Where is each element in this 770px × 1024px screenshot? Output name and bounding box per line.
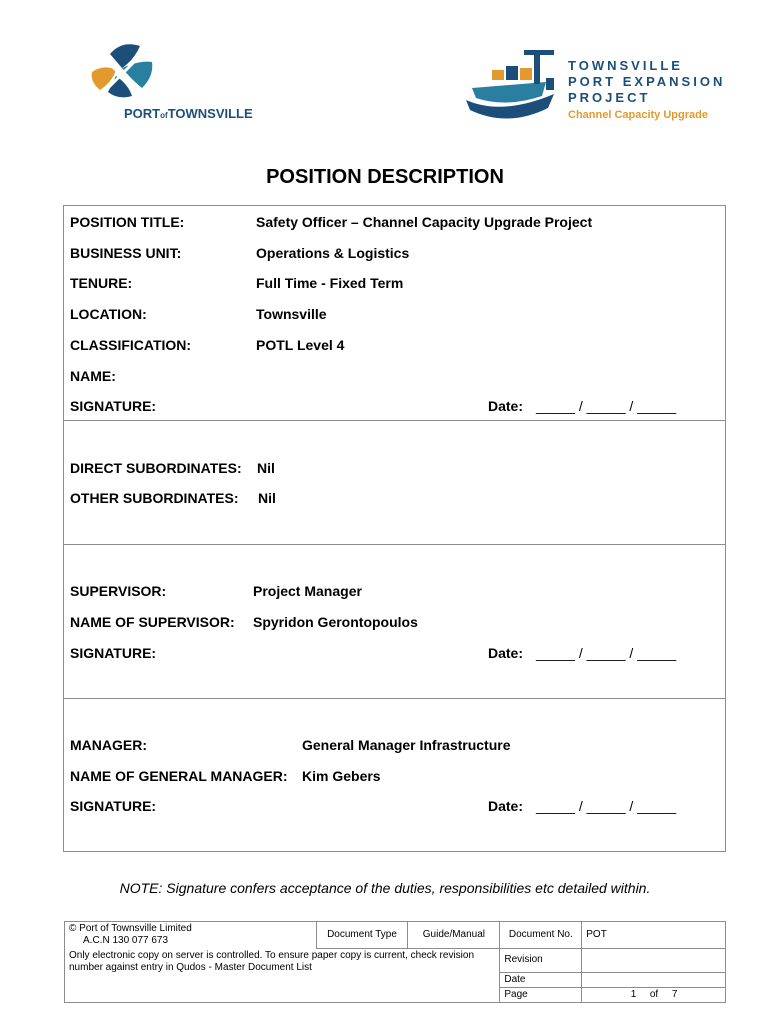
date-field[interactable]: _____ / _____ / _____ [536,398,677,414]
page-title: POSITION DESCRIPTION [266,166,504,188]
manager-label: MANAGER: [70,737,147,753]
location-label: LOCATION: [70,306,147,322]
logo-line-project: PROJECT [568,90,651,105]
name-label: NAME: [70,368,116,384]
logo-line-channel: Channel Capacity Upgrade [568,109,708,121]
location-value: Townsville [256,306,327,322]
subordinates-section [63,420,726,545]
page-current: 1 [630,988,637,1000]
document-type-value: Guide/Manual [408,922,500,949]
manager-value: General Manager Infrastructure [302,737,511,753]
page-label: Page [500,987,582,1002]
revision-value [582,948,726,972]
document-type-label: Document Type [316,922,408,949]
tenure-label: TENURE: [70,275,133,291]
position-details-section [63,205,726,421]
logo-text-of: of [160,111,168,120]
name-of-general-manager-value: Kim Gebers [302,768,381,784]
port-of-townsville-logo [82,38,262,128]
page-number-cell [582,987,726,1002]
name-of-supervisor-label: NAME OF SUPERVISOR: [70,614,235,630]
manager-date-label: Date: [488,798,524,814]
document-control-table [64,921,726,1003]
business-unit-label: BUSINESS UNIT: [70,245,182,261]
tenure-value: Full Time - Fixed Term [256,275,404,291]
logo-line-townsville: TOWNSVILLE [568,58,683,73]
signature-note: NOTE: Signature confers acceptance of the duties, responsibilities etc detailed within. [119,880,651,896]
direct-subordinates-label: DIRECT SUBORDINATES: [70,460,242,476]
document-no-value: POT [582,922,726,949]
direct-subordinates-value: Nil [257,460,275,476]
logo-line-port-expansion: PORT EXPANSION [568,74,726,89]
svg-text:PORTofTOWNSVILLE [124,106,253,121]
name-of-supervisor-value: Spyridon Gerontopoulos [253,614,418,630]
supervisor-signature-label: SIGNATURE: [70,645,157,661]
other-subordinates-value: Nil [258,490,276,506]
signature-label: SIGNATURE: [70,398,157,414]
position-title-label: POSITION TITLE: [70,214,185,230]
copyright-cell [65,922,317,949]
control-note: Only electronic copy on server is controlled. To ensure paper copy is current, check revision number against entry in Qudos - Master Document List [65,948,500,1002]
date-label: Date: [488,398,524,414]
logo-text-townsville: TOWNSVILLE [167,106,253,121]
acn-text: A.C.N 130 077 673 [83,935,169,946]
supervisor-label: SUPERVISOR: [70,583,167,599]
page-total: 7 [671,988,678,1000]
logo-text-port: PORT [124,106,161,121]
port-expansion-project-logo [462,38,732,128]
manager-signature-label: SIGNATURE: [70,798,157,814]
supervisor-date-label: Date: [488,645,524,661]
date-label-cell: Date [500,972,582,987]
name-of-general-manager-label: NAME OF GENERAL MANAGER: [70,768,288,784]
position-title-value: Safety Officer – Channel Capacity Upgrade Project [256,214,593,230]
supervisor-value: Project Manager [253,583,362,599]
revision-label: Revision [500,948,582,972]
manager-date-field[interactable]: _____ / _____ / _____ [536,798,677,814]
supervisor-date-field[interactable]: _____ / _____ / _____ [536,645,677,661]
document-no-label: Document No. [500,922,582,949]
business-unit-value: Operations & Logistics [256,245,410,261]
copyright-text: © Port of Townsville Limited [69,923,192,934]
date-value-cell [582,972,726,987]
classification-value: POTL Level 4 [256,337,345,353]
other-subordinates-label: OTHER SUBORDINATES: [70,490,239,506]
classification-label: CLASSIFICATION: [70,337,192,353]
page-of: of [649,988,659,1000]
